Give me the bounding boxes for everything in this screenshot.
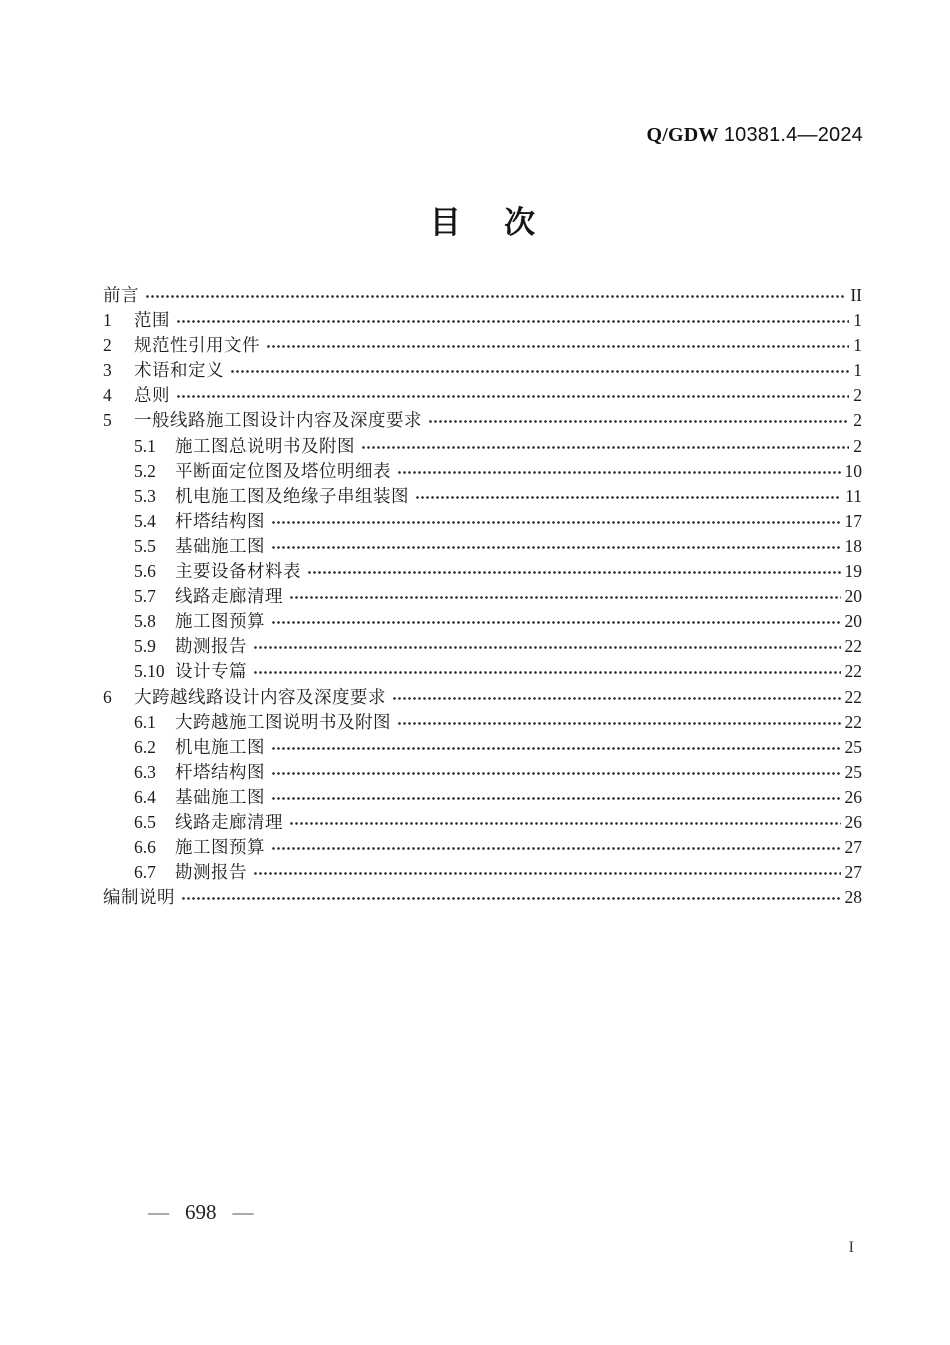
toc-entry-page: II (850, 285, 862, 305)
dot-leader (145, 283, 846, 308)
toc-entry-number: 6.6 (134, 837, 156, 858)
dot-leader (271, 609, 841, 634)
toc-entry-label: 主要设备材料表 (175, 561, 301, 582)
toc-entry (103, 710, 862, 735)
toc-entry (103, 559, 862, 584)
toc-entry (103, 609, 862, 634)
toc-entry-label: 施工图预算 (175, 837, 265, 858)
dot-leader (271, 509, 841, 534)
toc-entry (103, 509, 862, 534)
toc-entry-label: 勘测报告 (175, 862, 247, 883)
dot-leader (266, 333, 849, 358)
toc-entry-label: 施工图预算 (175, 611, 265, 632)
dot-leader (397, 710, 841, 735)
toc-entry-number: 6.1 (134, 711, 156, 732)
toc-entry-label: 基础施工图 (175, 786, 265, 807)
toc-entry (103, 810, 862, 835)
toc-entry-page: 1 (853, 310, 862, 331)
dot-leader (253, 659, 841, 684)
dot-leader (253, 634, 841, 659)
toc-entry-number: 4 (103, 385, 112, 406)
toc-entry-number: 1 (103, 310, 112, 331)
dot-leader (271, 835, 841, 860)
dot-leader (289, 810, 841, 835)
toc-entry-number: 5.7 (134, 586, 156, 607)
toc-entry-page: 22 (844, 636, 862, 657)
dot-leader (271, 760, 841, 785)
right-dash: — (232, 1200, 254, 1224)
toc-entry-page: 2 (853, 385, 862, 406)
toc-entry-page: 17 (844, 510, 862, 531)
toc-entry-number: 5.4 (134, 510, 156, 531)
toc-entry-number: 5.8 (134, 611, 156, 632)
toc-entry-label: 杆塔结构图 (175, 761, 265, 782)
toc-entry (103, 860, 862, 885)
toc-entry-label: 施工图总说明书及附图 (175, 435, 355, 456)
toc-entry (103, 283, 862, 308)
left-dash: — (148, 1200, 169, 1224)
toc-entry-page: 1 (853, 360, 862, 381)
toc-entry (103, 785, 862, 810)
toc-entry-page: 25 (844, 761, 862, 782)
toc-entry-label: 杆塔结构图 (175, 510, 265, 531)
toc-entry (103, 459, 862, 484)
folio-roman-numeral: I (848, 1239, 854, 1256)
toc-entry (103, 634, 862, 659)
dot-leader (176, 308, 849, 333)
toc-entry-label: 规范性引用文件 (134, 335, 260, 356)
dot-leader (181, 885, 841, 910)
toc-entry-label: 机电施工图及绝缘子串组装图 (175, 485, 409, 506)
toc-entry (103, 534, 862, 559)
dot-leader (428, 408, 849, 433)
dot-leader (271, 785, 841, 810)
toc-entry-label: 线路走廊清理 (175, 811, 283, 832)
toc-entry-number: 5.5 (134, 535, 156, 556)
toc-entry-label: 勘测报告 (175, 636, 247, 657)
dot-leader (415, 484, 841, 509)
toc-entry-page: 27 (844, 862, 862, 883)
toc-entry-label: 总则 (134, 385, 170, 406)
toc-entry-number: 6.3 (134, 761, 156, 782)
toc-entry (103, 408, 862, 433)
book-page-number (148, 1200, 254, 1225)
toc-entry-label: 机电施工图 (175, 736, 265, 757)
toc-entry-label: 大跨越施工图说明书及附图 (175, 711, 391, 732)
dot-leader (307, 559, 841, 584)
dot-leader (392, 685, 841, 710)
dot-leader (230, 358, 849, 383)
toc-entry-page: 25 (844, 736, 862, 757)
dot-leader (361, 434, 849, 459)
toc-entry-label: 线路走廊清理 (175, 586, 283, 607)
toc-entry-page: 11 (845, 485, 862, 506)
toc-entry-page: 22 (844, 686, 862, 707)
toc-entry-page: 2 (853, 435, 862, 456)
toc-entry-label: 范围 (134, 310, 170, 331)
toc-entry-page: 10 (844, 460, 862, 481)
dot-leader (271, 534, 841, 559)
toc-entry-label: 一般线路施工图设计内容及深度要求 (134, 410, 422, 431)
toc-entry-number: 6.5 (134, 811, 156, 832)
toc-entry-page: 27 (844, 837, 862, 858)
toc-entry-page: 22 (844, 661, 862, 682)
toc-entry-number: 6.2 (134, 736, 156, 757)
toc-entry-label: 大跨越线路设计内容及深度要求 (134, 686, 386, 707)
toc-entry (103, 735, 862, 760)
dot-leader (253, 860, 841, 885)
toc-entry-page: 20 (844, 586, 862, 607)
toc-entry-number: 6 (103, 686, 112, 707)
toc-entry (103, 885, 862, 910)
dot-leader (271, 735, 841, 760)
toc-list (103, 283, 862, 910)
toc-entry (103, 434, 862, 459)
toc-entry-label: 平断面定位图及塔位明细表 (175, 460, 391, 481)
doc-number (646, 124, 863, 147)
toc-entry-number: 2 (103, 335, 112, 356)
toc-entry (103, 358, 862, 383)
toc-entry (103, 760, 862, 785)
toc-entry-number: 5.2 (134, 460, 156, 481)
toc-entry-number: 5.9 (134, 636, 156, 657)
toc-entry-page: 26 (844, 811, 862, 832)
doc-number-value: 10381.4—2024 (723, 124, 863, 146)
toc-entry-page: 2 (853, 410, 862, 431)
toc-entry-label: 设计专篇 (175, 661, 247, 682)
book-page-value: 698 (185, 1200, 217, 1224)
toc-entry-label: 基础施工图 (175, 535, 265, 556)
page-title: 目次 (429, 205, 579, 240)
toc-entry-number: 5.1 (134, 435, 156, 456)
dot-leader (289, 584, 841, 609)
toc-entry-number: 3 (103, 360, 112, 381)
doc-number-prefix: Q/GDW (646, 124, 719, 146)
toc-entry-label: 编制说明 (103, 887, 175, 908)
toc-entry-number: 5.6 (134, 561, 156, 582)
toc-entry-number: 6.7 (134, 862, 156, 883)
dot-leader (397, 459, 841, 484)
toc-entry-page: 18 (844, 535, 862, 556)
toc-entry-label: 术语和定义 (134, 360, 224, 381)
toc-entry-page: 26 (844, 786, 862, 807)
toc-entry (103, 685, 862, 710)
toc-entry-page: 20 (844, 611, 862, 632)
toc-entry (103, 308, 862, 333)
toc-entry-label: 前言 (103, 285, 139, 305)
toc-entry-number: 5 (103, 410, 112, 431)
toc-entry-page: 28 (844, 887, 862, 908)
dot-leader (176, 383, 849, 408)
toc-entry-number: 6.4 (134, 786, 156, 807)
toc-entry (103, 659, 862, 684)
toc-entry-number: 5.10 (134, 661, 165, 682)
toc-entry-page: 19 (844, 561, 862, 582)
toc-entry (103, 584, 862, 609)
toc-entry (103, 835, 862, 860)
toc-entry-number: 5.3 (134, 485, 156, 506)
toc-entry-page: 22 (844, 711, 862, 732)
toc-entry (103, 484, 862, 509)
toc-entry-page: 1 (853, 335, 862, 356)
toc-entry (103, 383, 862, 408)
toc-entry (103, 333, 862, 358)
